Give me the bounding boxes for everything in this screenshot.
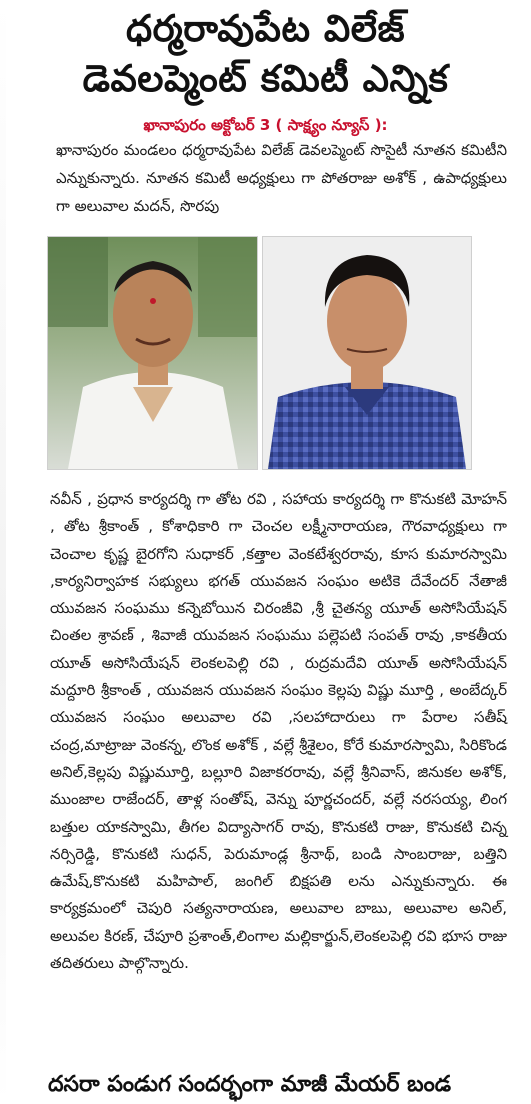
man-in-blue-checked-shirt-photo: [262, 236, 472, 470]
photo-row: [0, 236, 531, 468]
intro-paragraph: ఖానాపురం మండలం ధర్మరావుపేట విలేజ్ డెవలప్మెంట్ సొసైటీ నూతన కమిటీని ఎన్నుకున్నారు. నూతన కమిటీ అధ్యక్షులు గా పోతరాజు అశోక్ , ఉపాధ్యక్షులు గా అలువాల మదన్, సొరపు: [56, 141, 507, 215]
headline-line-1: ధర్మరావుపేట విలేజ్: [125, 7, 406, 50]
headline-line-2: డెవలప్మెంట్ కమిటీ ఎన్నిక: [82, 57, 449, 100]
body-paragraph: నవీన్ , ప్రధాన కార్యదర్శి గా తోట రవి , సహాయ కార్యదర్శి గా కొనుకటి మోహన్ , తోట శ్రీకాంత్ , కోశాధికారి గా చెంచల లక్ష్మీనారాయణ, గౌరవాధ్యక్షులు గా చెంచాల కృష్ణ బైరగోని సుధాకర్ ,కత్తాల వెంకటేశ్వరరావు, కూస కుమారస్వామి ,కార్యనిర్వాహక సభ్యులు భగత్ యువజన సంఘం అటికె దేవేందర్ నేతాజీ యువజన సంఘము కన్నెబోయిన చిరంజీవి ,శ్రీ చైతన్య యూత్ అసోసియేషన్ చింతల శ్రావణ్ , శివాజీ యువజన సంఘము పల్లెపటి సంపత్ రావు ,కాకతీయ యూత్ అసోసియేషన్ లెంకలపెల్లి రవి , రుద్రమదేవి యూత్ అసోసియేషన్ మద్దూరి శ్రీకాంత్ , యువజన యువజన సంఘం కెల్లపు విష్ణు మూర్తి , అంబేద్కర్ యువజన సంఘం అలువాల రవి ,సలహాదారులు గా పేరాల సతీష్ చంద్ర,మాట్రాజు వెంకన్న, లొంక అశోక్ , వల్లే శ్రీశైలం, కోరే కుమారస్వామి, సిరికొండ అనిల్,కెల్లపు విష్ణుమూర్తి, బల్లూరి విజాకరరావు, వల్లే శ్రీనివాస్, జినుకల అశోక్, ముంజాల రాజేందర్, తాళ్ల సంతోష్, వెన్ను పూర్ణచందర్, వల్లే నరసయ్య, లింగ బత్తుల యాకస్వామి, తీగల విద్యాసాగర్ రావు, కొనుకటి రాజు, కొనుకటి చిన్న నర్సిరెడ్డి, కొనుకటి సుధన్, పెరుమాండ్ల శ్రీనాథ్, బండి సాంబరాజు, బత్తిని ఉమేష్,కొనుకటి మహిపాల్, జంగిల్ బిక్షపతి లను ఎన్నుకున్నారు. ఈ కార్యక్రమంలో చెపురి సత్యనారాయణ, అలువాల బాబు, అలువాల అనిల్, అలువల కిరణ్, చేపూరి ప్రశాంత్,లింగాల మల్లికార్జున్,లెంకలపెల్లి రవి భూస రాజు తదితరులు పాల్గొన్నారు.: [50, 490, 507, 973]
portrait-white-shirt-image: [48, 237, 257, 469]
column-edge: [0, 0, 6, 1104]
man-in-white-shirt-photo: [47, 236, 258, 470]
portrait-blue-shirt-image: [263, 237, 471, 469]
next-article-headline: దసరా పండుగ సందర్భంగా మాజీ మేయర్ బండ: [48, 1072, 452, 1097]
dateline: ఖానాపురం అక్టోబర్ 3 ( సాక్ష్యం న్యూస్ ):: [143, 116, 388, 134]
